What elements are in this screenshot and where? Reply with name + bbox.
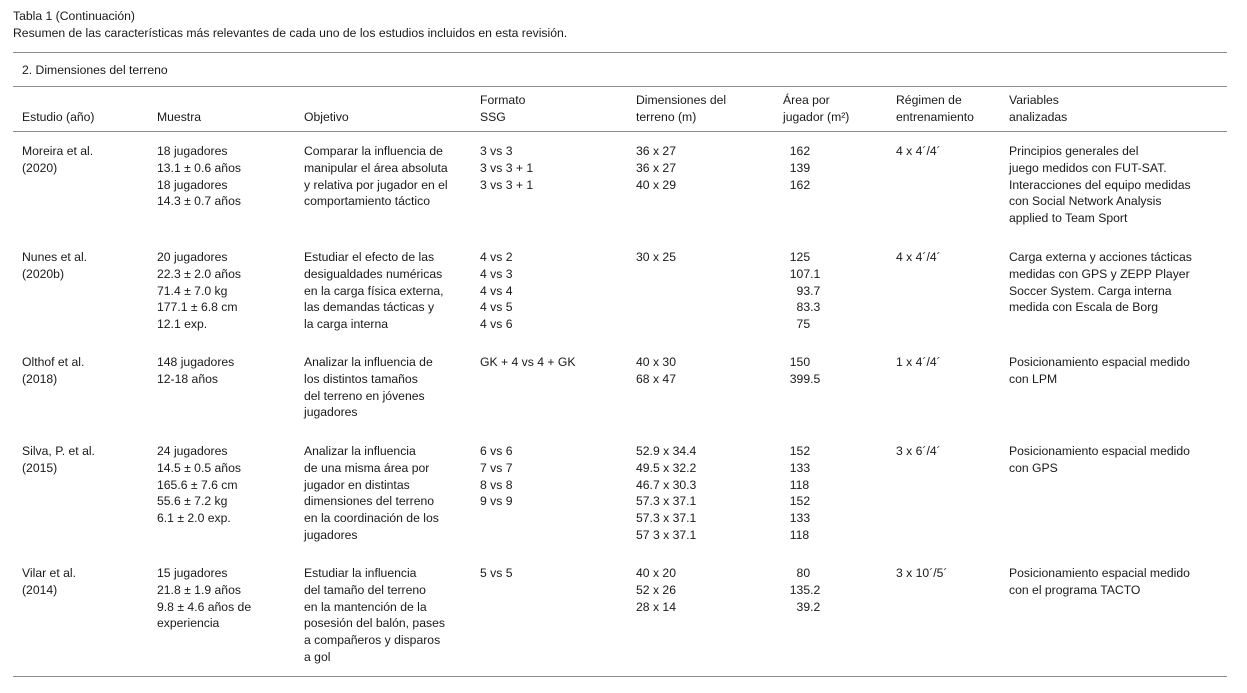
cell-dimensiones <box>636 143 676 193</box>
cell-line: Objetivo <box>304 110 349 125</box>
cell-line: 4 vs 6 <box>480 317 513 332</box>
cell-line: 3 vs 3 <box>480 144 513 158</box>
cell-line: con Social Network Analysis <box>1009 194 1162 209</box>
header-col-regimen <box>896 92 974 126</box>
cell-line: 4 x 4´/4´ <box>896 250 941 264</box>
divider-section <box>13 86 1227 87</box>
header-col-objetivo <box>304 109 349 126</box>
cell-line: 20 jugadores <box>157 250 228 264</box>
cell-regimen <box>896 249 941 266</box>
cell-line: dimensiones del terreno <box>304 494 435 509</box>
cell-line: Área por <box>783 93 830 108</box>
cell-line: 14.3 ± 0.7 años <box>157 194 241 209</box>
cell-line: Moreira et al. <box>22 144 94 158</box>
cell-line: medidas con GPS y ZEPP Player <box>1009 266 1190 281</box>
cell-line: juego medidos con FUT-SAT. <box>1009 160 1167 175</box>
cell-line: 6 vs 6 <box>480 444 513 458</box>
cell-line: 125 <box>783 250 811 264</box>
cell-line: terreno (m) <box>636 110 697 125</box>
cell-variables <box>1009 249 1192 316</box>
cell-line: Carga externa y acciones tácticas <box>1009 250 1192 264</box>
cell-line: 162 <box>783 177 811 192</box>
cell-line: 135.2 <box>783 582 821 597</box>
cell-line: (2020b) <box>22 266 65 281</box>
cell-line: en la mantención de la <box>304 599 427 614</box>
table-title: Tabla 1 (Continuación) <box>13 9 135 23</box>
cell-line: en la coordinación de los <box>304 511 439 526</box>
cell-muestra <box>157 443 241 527</box>
cell-line: Régimen de <box>896 93 962 108</box>
cell-line: 22.3 ± 2.0 años <box>157 266 241 281</box>
cell-line: Analizar la influencia de <box>304 355 433 369</box>
cell-line: 139 <box>783 160 811 175</box>
cell-line: con LPM <box>1009 371 1058 386</box>
cell-line: 177.1 ± 6.8 cm <box>157 300 238 315</box>
cell-muestra <box>157 565 251 632</box>
cell-line: analizadas <box>1009 110 1068 125</box>
cell-dimensiones <box>636 249 676 266</box>
cell-line: 165.6 ± 7.6 cm <box>157 477 238 492</box>
cell-line: 107.1 <box>783 266 821 281</box>
cell-line: 75 <box>783 317 811 332</box>
cell-line: 40 x 20 <box>636 566 676 580</box>
cell-line: 39.2 <box>783 599 821 614</box>
cell-line: 30 x 25 <box>636 250 676 264</box>
cell-line: con GPS <box>1009 460 1058 475</box>
cell-line: 49.5 x 32.2 <box>636 460 697 475</box>
cell-line: 4 vs 3 <box>480 266 513 281</box>
cell-line: 3 x 6´/4´ <box>896 444 941 458</box>
cell-line: Olthof et al. <box>22 355 85 369</box>
cell-regimen <box>896 443 941 460</box>
cell-line: 1 x 4´/4´ <box>896 355 941 369</box>
cell-area <box>783 143 810 193</box>
divider-bottom <box>13 676 1227 677</box>
cell-dimensiones <box>636 354 676 388</box>
cell-line: Estudiar la influencia <box>304 566 417 580</box>
table-subtitle: Resumen de las características más relevantes de cada uno de los estudios incluidos en esta revisión. <box>13 25 568 40</box>
cell-variables <box>1009 443 1190 477</box>
cell-line: 152 <box>783 444 811 458</box>
cell-line: 399.5 <box>783 371 821 386</box>
cell-line: y relativa por jugador en el <box>304 177 448 192</box>
cell-line: 4 x 4´/4´ <box>896 144 941 158</box>
cell-line: comportamiento táctico <box>304 194 430 209</box>
cell-line: 4 vs 5 <box>480 300 513 315</box>
table-caption <box>13 8 567 42</box>
cell-line: 152 <box>783 494 811 509</box>
header-col-area <box>783 92 849 126</box>
cell-estudio <box>22 249 87 283</box>
cell-line: Comparar la influencia de <box>304 144 443 158</box>
header-col-dimensiones <box>636 92 726 126</box>
cell-line: 80 <box>783 566 811 580</box>
cell-regimen <box>896 565 947 582</box>
cell-line: 15 jugadores <box>157 566 228 580</box>
cell-line: Interacciones del equipo medidas <box>1009 177 1191 192</box>
cell-line: posesión del balón, pases <box>304 616 445 631</box>
cell-line: Estudiar el efecto de las <box>304 250 435 264</box>
cell-line: 46.7 x 30.3 <box>636 477 697 492</box>
cell-line: 71.4 ± 7.0 kg <box>157 283 228 298</box>
cell-line: medida con Escala de Borg <box>1009 300 1159 315</box>
cell-line: del terreno en jóvenes <box>304 388 425 403</box>
cell-area <box>783 565 820 615</box>
cell-line: manipular el área absoluta <box>304 160 448 175</box>
cell-line: las demandas tácticas y <box>304 300 435 315</box>
cell-line: Soccer System. Carga interna <box>1009 283 1172 298</box>
cell-line: 28 x 14 <box>636 599 676 614</box>
cell-line: Muestra <box>157 110 202 125</box>
cell-area <box>783 249 820 333</box>
cell-line: 6.1 ± 2.0 exp. <box>157 511 231 526</box>
cell-estudio <box>22 565 76 599</box>
header-col-estudio <box>22 109 95 126</box>
divider-header <box>13 131 1227 132</box>
cell-line: 7 vs 7 <box>480 460 513 475</box>
section-title: 2. Dimensiones del terreno <box>22 63 168 77</box>
cell-line: Posicionamiento espacial medido <box>1009 444 1190 458</box>
cell-line: 93.7 <box>783 283 821 298</box>
cell-line: Formato <box>480 93 526 108</box>
cell-line: 14.5 ± 0.5 años <box>157 460 241 475</box>
cell-area <box>783 354 820 388</box>
cell-line: 162 <box>783 144 811 158</box>
cell-line: Variables <box>1009 93 1059 108</box>
cell-line: Nunes et al. <box>22 250 88 264</box>
cell-line: experiencia <box>157 616 220 631</box>
cell-variables <box>1009 565 1190 599</box>
cell-objetivo <box>304 354 433 421</box>
cell-line: en la carga física externa, <box>304 283 444 298</box>
cell-line: Silva, P. et al. <box>22 444 95 458</box>
cell-line: jugadores <box>304 405 358 420</box>
cell-line: 21.8 ± 1.9 años <box>157 582 241 597</box>
cell-line: Principios generales del <box>1009 144 1139 158</box>
cell-line: Vilar et al. <box>22 566 76 580</box>
cell-line: applied to Team Sport <box>1009 211 1128 226</box>
cell-line: los distintos tamaños <box>304 371 418 386</box>
cell-objetivo <box>304 249 444 333</box>
cell-formato <box>480 443 513 510</box>
cell-line: a gol <box>304 649 331 664</box>
cell-line: 133 <box>783 511 811 526</box>
cell-line: 4 vs 4 <box>480 283 513 298</box>
cell-formato <box>480 565 513 582</box>
cell-line: 18 jugadores <box>157 177 228 192</box>
cell-line: Estudio (año) <box>22 110 95 125</box>
header-col-variables <box>1009 92 1067 126</box>
cell-line: 57.3 x 37.1 <box>636 494 697 509</box>
cell-line: 57.3 x 37.1 <box>636 511 697 526</box>
cell-line: 83.3 <box>783 300 821 315</box>
cell-regimen <box>896 354 941 371</box>
cell-line: 133 <box>783 460 811 475</box>
cell-variables <box>1009 143 1191 227</box>
cell-formato <box>480 354 576 371</box>
cell-line: jugador en distintas <box>304 477 410 492</box>
header-col-muestra <box>157 109 201 126</box>
cell-line: 36 x 27 <box>636 144 676 158</box>
cell-line: 55.6 ± 7.2 kg <box>157 494 228 509</box>
cell-line: (2015) <box>22 460 58 475</box>
cell-estudio <box>22 354 84 388</box>
cell-objetivo <box>304 143 448 210</box>
divider-top <box>13 52 1227 53</box>
cell-estudio <box>22 443 95 477</box>
cell-line: 118 <box>783 527 810 542</box>
cell-muestra <box>157 249 241 333</box>
cell-dimensiones <box>636 565 676 615</box>
cell-line: 68 x 47 <box>636 371 676 386</box>
cell-line: (2018) <box>22 371 58 386</box>
cell-line: 3 x 10´/5´ <box>896 566 948 580</box>
cell-line: 5 vs 5 <box>480 566 513 580</box>
cell-dimensiones <box>636 443 696 544</box>
cell-line: 9 vs 9 <box>480 494 513 509</box>
cell-line: desigualdades numéricas <box>304 266 443 281</box>
cell-formato <box>480 143 533 193</box>
cell-line: 3 vs 3 + 1 <box>480 160 534 175</box>
cell-line: 148 jugadores <box>157 355 235 369</box>
cell-line: 9.8 ± 4.6 años de <box>157 599 252 614</box>
cell-line: Posicionamiento espacial medido <box>1009 355 1190 369</box>
cell-line: del tamaño del terreno <box>304 582 426 597</box>
cell-line: Posicionamiento espacial medido <box>1009 566 1190 580</box>
cell-line: 4 vs 2 <box>480 250 513 264</box>
cell-variables <box>1009 354 1190 388</box>
cell-line: Analizar la influencia <box>304 444 416 458</box>
cell-formato <box>480 249 513 333</box>
cell-line: 24 jugadores <box>157 444 228 458</box>
cell-line: 18 jugadores <box>157 144 228 158</box>
cell-line: entrenamiento <box>896 110 974 125</box>
cell-line: SSG <box>480 110 506 125</box>
cell-estudio <box>22 143 93 177</box>
cell-line: 3 vs 3 + 1 <box>480 177 534 192</box>
cell-line: 13.1 ± 0.6 años <box>157 160 241 175</box>
cell-objetivo <box>304 443 439 544</box>
cell-line: (2020) <box>22 160 58 175</box>
cell-line: a compañeros y disparos <box>304 633 441 648</box>
cell-area <box>783 443 810 544</box>
cell-line: 36 x 27 <box>636 160 676 175</box>
cell-regimen <box>896 143 941 160</box>
cell-line: 52.9 x 34.4 <box>636 444 697 458</box>
cell-muestra <box>157 143 241 210</box>
cell-line: 12.1 exp. <box>157 317 208 332</box>
cell-line: 40 x 29 <box>636 177 676 192</box>
header-col-formato <box>480 92 525 126</box>
cell-objetivo <box>304 565 445 666</box>
cell-line: jugadores <box>304 527 358 542</box>
cell-line: 57 3 x 37.1 <box>636 527 697 542</box>
cell-line: Dimensiones del <box>636 93 727 108</box>
cell-line: 118 <box>783 477 810 492</box>
cell-line: la carga interna <box>304 317 389 332</box>
cell-line: GK + 4 vs 4 + GK <box>480 355 576 369</box>
cell-line: (2014) <box>22 582 58 597</box>
cell-line: jugador (m²) <box>783 110 850 125</box>
cell-line: de una misma área por <box>304 460 430 475</box>
cell-muestra <box>157 354 234 388</box>
cell-line: con el programa TACTO <box>1009 582 1141 597</box>
cell-line: 8 vs 8 <box>480 477 513 492</box>
cell-line: 150 <box>783 355 811 369</box>
cell-line: 52 x 26 <box>636 582 676 597</box>
cell-line: 40 x 30 <box>636 355 676 369</box>
cell-line: 12-18 años <box>157 371 218 386</box>
